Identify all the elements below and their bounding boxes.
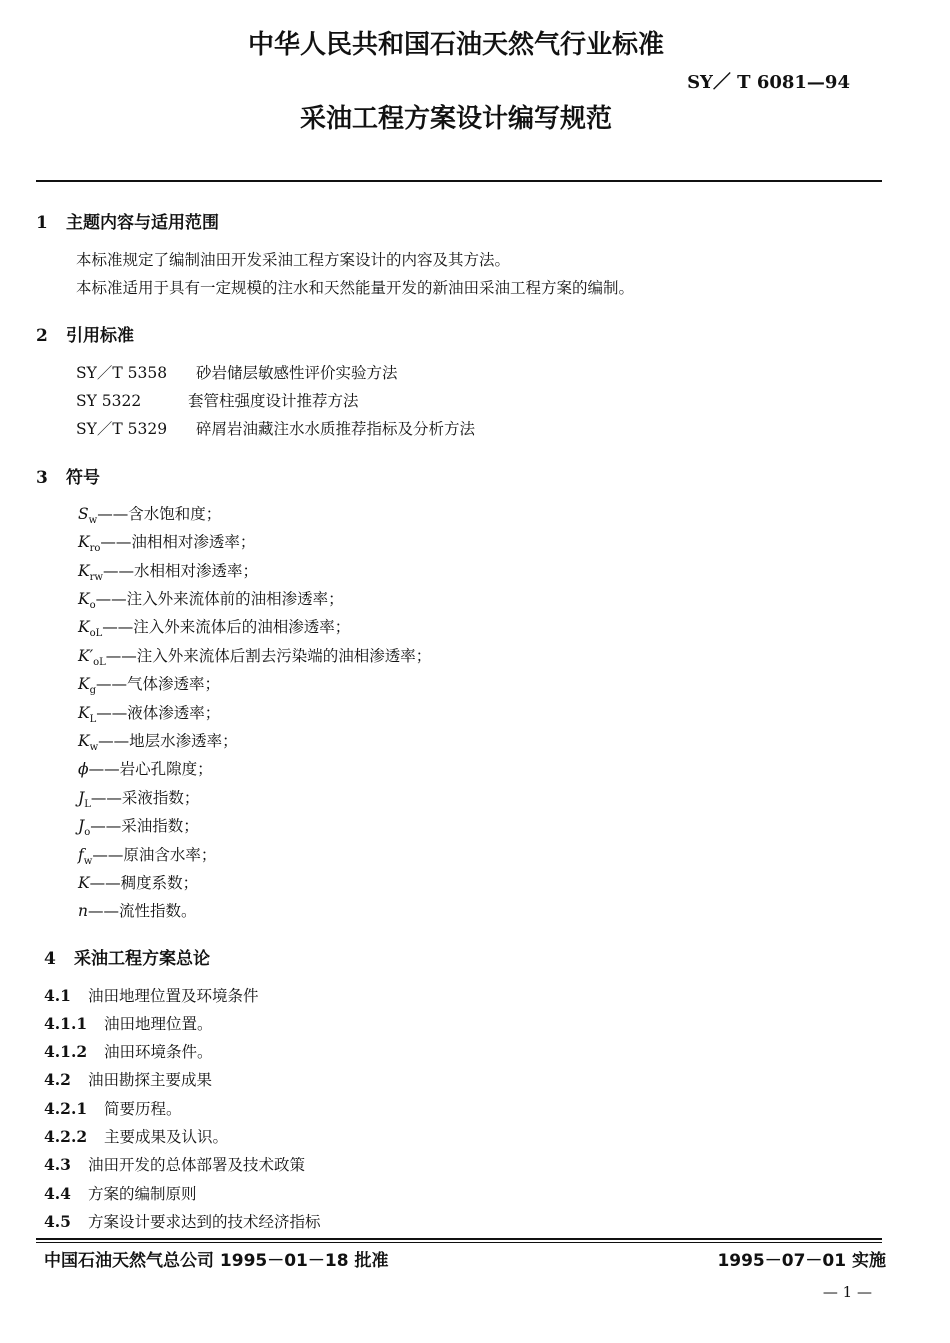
symbol-definition: [78, 871, 198, 895]
symbol-definition: [78, 786, 199, 810]
symbol: K: [78, 874, 90, 892]
symbol-subscript: L: [89, 714, 97, 726]
symbol: J: [78, 817, 85, 835]
standard-code: SY／ T 6081—94: [687, 72, 850, 93]
symbol-definition: [78, 672, 220, 696]
symbol-definition: [78, 615, 350, 639]
approval-statement: 中国石油天然气总公司 1995－01－18 批准: [44, 1251, 389, 1271]
top-rule: [36, 180, 882, 182]
symbol-subscript: oL: [93, 657, 106, 669]
section-title: 采油工程方案总论: [74, 949, 210, 969]
section-title: 引用标准: [66, 326, 134, 346]
subsection-item: [44, 1125, 228, 1147]
symbol-definition: [78, 701, 220, 725]
reference-name: 砂岩储层敏感性评价实验方法: [196, 364, 398, 382]
subsection-number: 4.2: [44, 1070, 71, 1089]
symbol-definition: [78, 502, 221, 526]
bottom-rule: [36, 1238, 882, 1240]
subsection-item: [44, 1153, 305, 1175]
symbol: K: [78, 590, 90, 608]
symbol-description: ——原油含水率；: [92, 846, 217, 864]
subsection-text: 油田勘探主要成果: [88, 1071, 213, 1089]
symbol-subscript: ro: [89, 543, 101, 555]
symbol-description: ——注入外来流体后割去污染端的油相渗透率；: [105, 647, 432, 665]
subsection-text: 油田环境条件。: [104, 1043, 213, 1061]
section-number: 2: [36, 326, 48, 346]
symbol-description: ——水相相对渗透率；: [102, 562, 258, 580]
symbol-description: ——流性指数。: [87, 902, 197, 920]
subsection-item: [44, 1012, 213, 1034]
subsection-text: 主要成果及认识。: [104, 1128, 229, 1146]
symbol-subscript: L: [84, 799, 91, 811]
symbol-definition: [78, 814, 199, 838]
subsection-item: [44, 1210, 321, 1232]
subsection-item: [44, 984, 259, 1006]
subsection-number: 4.1.1: [44, 1014, 88, 1033]
subsection-number: 4.4: [44, 1184, 71, 1203]
symbol-subscript: w: [89, 742, 99, 754]
subsection-item: [44, 1097, 182, 1119]
section-number: 3: [36, 468, 48, 488]
symbol: K: [78, 732, 90, 750]
symbol-subscript: g: [89, 685, 96, 697]
symbol-description: ——气体渗透率；: [96, 675, 221, 693]
symbol-definition: [78, 587, 344, 611]
subsection-number: 4.2.2: [44, 1127, 88, 1146]
symbol-description: ——油相相对渗透率；: [100, 533, 256, 551]
symbol-description: ——注入外来流体后的油相渗透率；: [102, 618, 351, 636]
subsection-number: 4.1: [44, 986, 71, 1005]
section-4-heading: [44, 944, 210, 969]
reference-code: SY／T 5329: [76, 420, 168, 438]
reference-code: SY／T 5358: [76, 364, 168, 382]
symbol: K: [78, 562, 90, 580]
symbol-description: ——采油指数；: [90, 817, 199, 835]
subsection-text: 油田地理位置。: [104, 1015, 213, 1033]
section-3-heading: [36, 463, 100, 488]
symbol-description: ——采液指数；: [90, 789, 200, 807]
reference-item: [76, 389, 359, 411]
symbol-description: ——岩心孔隙度；: [88, 760, 213, 778]
subsection-text: 油田地理位置及环境条件: [88, 987, 259, 1005]
symbol-subscript: rw: [89, 572, 103, 584]
symbol-description: ——地层水渗透率；: [98, 732, 238, 750]
symbol: ϕ: [78, 760, 89, 778]
subsection-text: 油田开发的总体部署及技术政策: [88, 1156, 306, 1174]
reference-name: 碎屑岩油藏注水水质推荐指标及分析方法: [196, 420, 476, 438]
symbol-definition: [78, 757, 213, 781]
page-number: — 1 —: [822, 1283, 872, 1301]
symbol: K: [78, 704, 90, 722]
section-title: 主题内容与适用范围: [66, 213, 219, 233]
reference-code: SY 5322: [76, 392, 142, 410]
reference-item: [76, 417, 475, 439]
industry-standard-header: 中华人民共和国石油天然气行业标准: [247, 30, 664, 60]
symbol-definition: [78, 644, 431, 668]
symbol: K: [78, 675, 90, 693]
subsection-text: 方案的编制原则: [88, 1185, 197, 1203]
section-2-heading: [36, 321, 134, 346]
symbol-definition: [78, 843, 216, 867]
symbol-subscript: o: [89, 600, 96, 612]
symbol-description: ——稠度系数；: [89, 874, 199, 892]
subsection-number: 4.5: [44, 1212, 71, 1231]
symbol-subscript: w: [88, 515, 98, 527]
symbol-subscript: oL: [89, 628, 103, 640]
symbol: J: [78, 789, 85, 807]
bottom-rule-thin: [36, 1242, 882, 1243]
symbol-subscript: o: [84, 827, 91, 839]
paragraph: 本标准规定了编制油田开发采油工程方案设计的内容及其方法。: [76, 251, 511, 269]
symbol-subscript: w: [83, 856, 93, 868]
document-title: 采油工程方案设计编写规范: [299, 104, 612, 134]
subsection-item: [44, 1182, 197, 1204]
subsection-item: [44, 1068, 212, 1090]
subsection-text: 简要历程。: [104, 1100, 182, 1118]
paragraph: 本标准适用于具有一定规模的注水和天然能量开发的新油田采油工程方案的编制。: [76, 279, 635, 297]
section-title: 符号: [66, 468, 100, 488]
symbol: K: [78, 533, 90, 551]
symbol-definition: [78, 899, 197, 923]
symbol-definition: [78, 729, 238, 753]
symbol-definition: [78, 530, 255, 554]
symbol: f: [78, 846, 84, 864]
subsection-number: 4.2.1: [44, 1099, 88, 1118]
subsection-number: 4.3: [44, 1155, 71, 1174]
reference-item: [76, 361, 398, 383]
symbol: K′: [78, 647, 94, 665]
subsection-number: 4.1.2: [44, 1042, 88, 1061]
reference-name: 套管柱强度设计推荐方法: [188, 392, 359, 410]
symbol-definition: [78, 559, 258, 583]
symbol: S: [78, 505, 89, 523]
symbol-description: ——含水饱和度；: [97, 505, 222, 523]
symbol-description: ——注入外来流体前的油相渗透率；: [95, 590, 344, 608]
section-number: 4: [44, 949, 56, 969]
symbol-description: ——液体渗透率；: [96, 704, 221, 722]
symbol: K: [78, 618, 90, 636]
section-1-heading: [36, 208, 219, 233]
subsection-item: [44, 1040, 213, 1062]
symbol: n: [78, 902, 88, 920]
section-number: 1: [36, 213, 48, 233]
subsection-text: 方案设计要求达到的技术经济指标: [88, 1213, 321, 1231]
effective-date: 1995－07－01 实施: [717, 1251, 886, 1271]
